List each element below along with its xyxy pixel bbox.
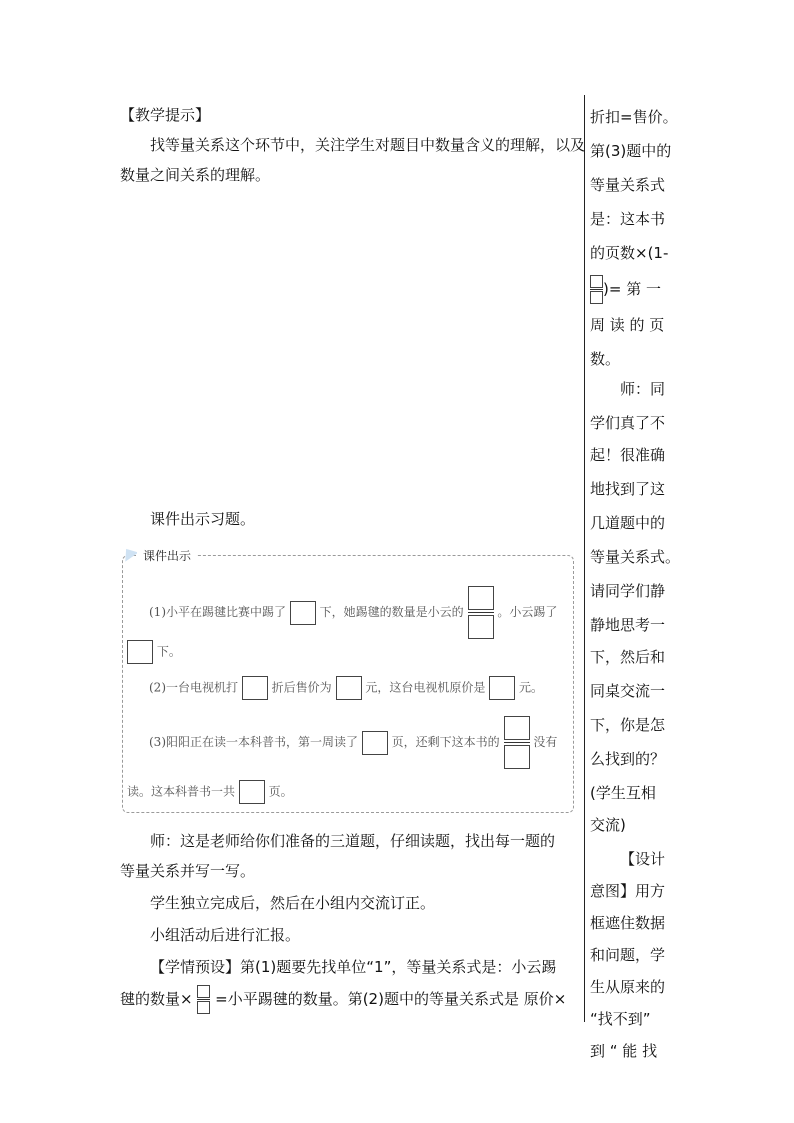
teacher-line: 师：这是老师给你们准备的三道题，仔细读题，找出每一题的: [150, 832, 556, 850]
answer-box: [127, 640, 153, 664]
answer-box: [336, 676, 362, 700]
question-3-line2: 读。这本科普书一共 页。: [127, 780, 293, 804]
side-line: 地找到了这: [590, 480, 666, 498]
side-line: 意图】用方: [590, 882, 666, 900]
courseware-intro: 课件出示习题。: [150, 510, 256, 528]
side-line: 同桌交流一: [590, 682, 666, 700]
side-line: 周 读 的 页: [590, 316, 665, 334]
fraction-placeholder: [197, 985, 210, 1014]
side-line: 生从原来的: [590, 978, 666, 996]
side-line: 静地思考一: [590, 616, 666, 634]
courseware-panel: [122, 549, 574, 813]
side-line: 折扣=售价。: [590, 108, 678, 126]
group-report: 小组活动后进行汇报。: [150, 926, 301, 944]
side-line: 数。: [590, 350, 621, 368]
side-line: 师：同: [620, 380, 666, 398]
side-line: 起！很准确: [590, 446, 666, 464]
panel-corner-icon: [120, 544, 139, 561]
side-line: 和问题，学: [590, 946, 666, 964]
courseware-title: 课件出示: [137, 546, 197, 566]
side-line: 交流): [590, 816, 626, 834]
question-2: (2)一台电视机打 折后售价为 元，这台电视机原价是 元。: [149, 676, 543, 700]
side-line: 框遮住数据: [590, 914, 666, 932]
answer-box: [362, 731, 388, 755]
side-line: 下，然后和: [590, 648, 666, 666]
preset-text-a: 毽的数量×: [120, 990, 193, 1008]
side-line: 么找到的？: [590, 750, 666, 768]
column-divider: [584, 95, 585, 1022]
question-1-line2: 下。: [127, 640, 181, 664]
side-line: 等量关系式。: [590, 548, 681, 566]
side-line: 几道题中的: [590, 514, 666, 532]
teacher-line: 等量关系并写一写。: [120, 862, 256, 880]
preset-text-b: =小平踢毽的数量。第(2)题中的等量关系式是 原价×: [215, 990, 567, 1008]
side-line: “找不到”: [590, 1010, 651, 1028]
question-3-line1: (3)阳阳正在读一本科普书，第一周读了 页，还剩下这本书的 没有: [149, 716, 557, 769]
answer-box: [290, 601, 316, 625]
answer-box: [242, 676, 268, 700]
answer-box: [239, 780, 265, 804]
preset-line: 【学情预设】第(1)题要先找单位“1”，等量关系式是：小云踢: [150, 958, 557, 976]
side-line: 学们真了不: [590, 414, 666, 432]
side-line: 等量关系式: [590, 176, 666, 194]
side-line: 第(3)题中的: [590, 142, 672, 160]
fraction-placeholder: [468, 586, 494, 639]
hint-line: 找等量关系这个环节中，关注学生对题目中数量含义的理解，以及: [150, 136, 586, 154]
fraction-placeholder: [590, 275, 603, 304]
question-1-line1: (1)小平在踢毽比赛中踢了 下，她踢毽的数量是小云的 。小云踢了: [149, 586, 557, 639]
side-line: 请同学们静: [590, 582, 666, 600]
side-line: (学生互相: [590, 784, 656, 802]
student-independent: 学生独立完成后，然后在小组内交流订正。: [150, 894, 436, 912]
answer-box: [489, 676, 515, 700]
side-line: 是：这本书: [590, 210, 666, 228]
hint-line: 数量之间关系的理解。: [120, 166, 271, 184]
fraction-placeholder: [504, 716, 530, 769]
preset-line: [120, 984, 566, 1014]
side-line: 下，你是怎: [590, 716, 666, 734]
side-line: 到 “ 能 找: [590, 1042, 658, 1060]
hint-heading: 【教学提示】: [120, 106, 211, 124]
side-line: )= 第 一: [590, 272, 661, 306]
side-line: 的页数×(1-: [590, 244, 669, 262]
side-line: 【设计: [620, 850, 666, 868]
